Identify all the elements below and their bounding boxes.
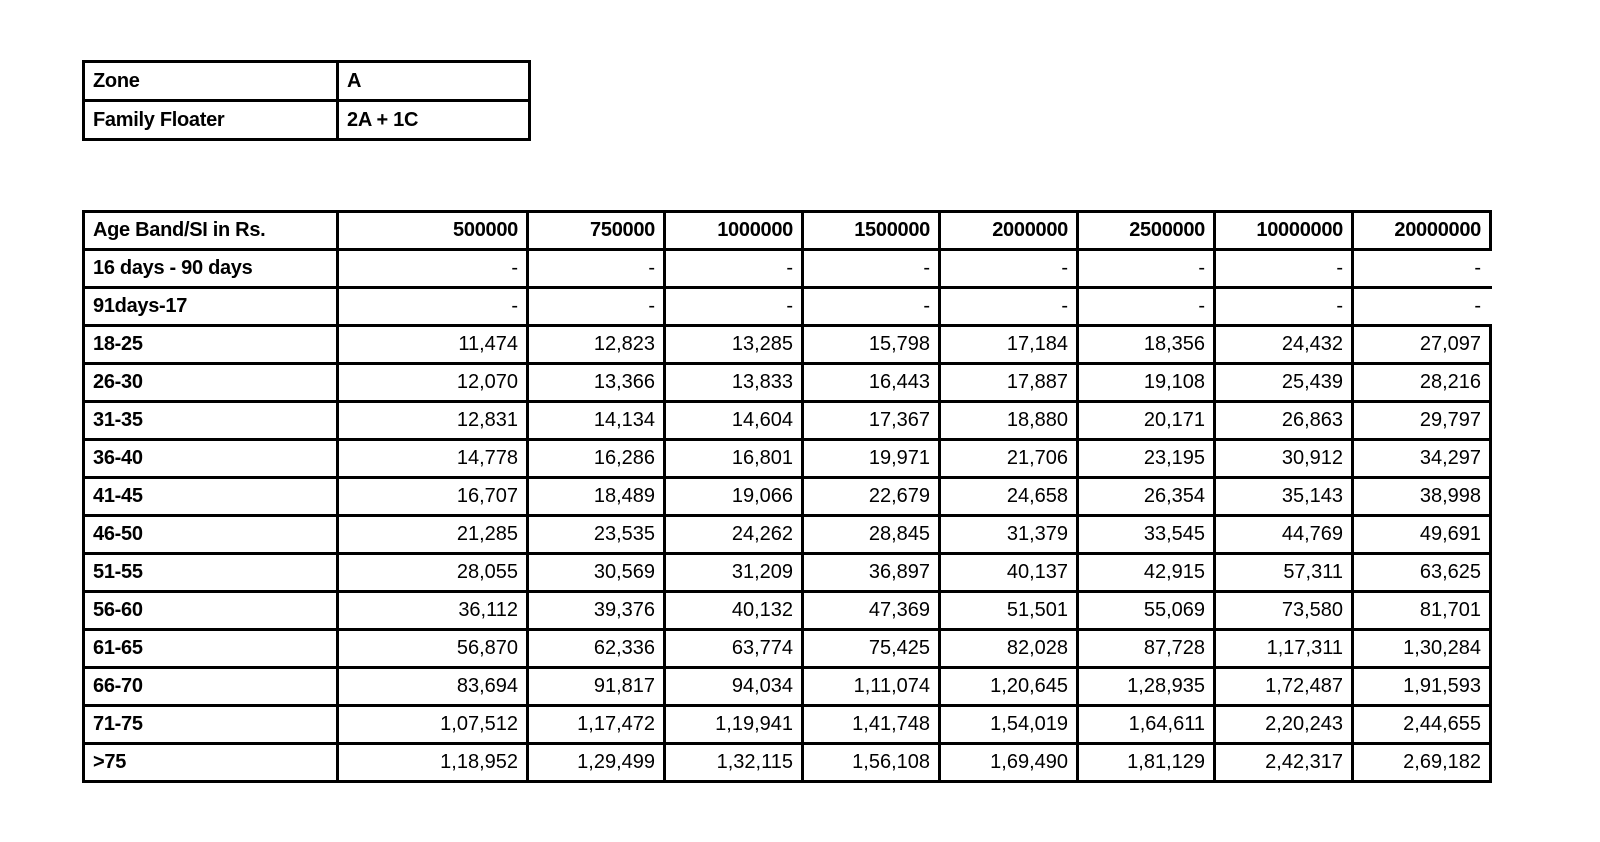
premium-cell: - [1215,250,1353,288]
age-band-cell: 16 days - 90 days [84,250,338,288]
premium-cell: - [1353,250,1491,288]
premium-cell: 27,097 [1353,326,1491,364]
premium-cell: 24,658 [940,478,1078,516]
premium-cell: 14,778 [338,440,528,478]
premium-cell: 1,56,108 [803,744,940,782]
header-si-1500000: 1500000 [803,212,940,250]
premium-cell: 62,336 [528,630,665,668]
age-band-cell: 61-65 [84,630,338,668]
premium-cell: 12,070 [338,364,528,402]
premium-cell: 2,69,182 [1353,744,1491,782]
premium-cell: 1,20,645 [940,668,1078,706]
premium-cell: 36,897 [803,554,940,592]
premium-cell: 25,439 [1215,364,1353,402]
premium-cell: 82,028 [940,630,1078,668]
age-band-cell: 41-45 [84,478,338,516]
premium-cell: 1,54,019 [940,706,1078,744]
premium-cell: 21,285 [338,516,528,554]
age-band-cell: 26-30 [84,364,338,402]
premium-cell: - [528,250,665,288]
premium-cell: - [1353,288,1491,326]
premium-cell: 1,19,941 [665,706,803,744]
header-si-500000: 500000 [338,212,528,250]
table-row [84,706,1491,744]
premium-cell: - [940,250,1078,288]
age-band-cell: 66-70 [84,668,338,706]
premium-cell: 1,32,115 [665,744,803,782]
premium-cell: 1,29,499 [528,744,665,782]
premium-cell: - [338,288,528,326]
premium-cell: 14,604 [665,402,803,440]
table-row [84,402,1491,440]
premium-cell: 1,11,074 [803,668,940,706]
premium-cell: - [665,250,803,288]
zone-row [84,62,530,101]
premium-cell: 57,311 [1215,554,1353,592]
premium-cell: 35,143 [1215,478,1353,516]
table-row [84,250,1491,288]
premium-cell: 1,69,490 [940,744,1078,782]
premium-cell: 18,880 [940,402,1078,440]
header-si-750000: 750000 [528,212,665,250]
table-row [84,440,1491,478]
premium-cell: 30,912 [1215,440,1353,478]
premium-cell: 21,706 [940,440,1078,478]
header-si-10000000: 10000000 [1215,212,1353,250]
premium-cell: 28,845 [803,516,940,554]
premium-cell: 40,137 [940,554,1078,592]
premium-cell: 1,28,935 [1078,668,1215,706]
premium-cell: 36,112 [338,592,528,630]
premium-cell: 44,769 [1215,516,1353,554]
premium-cell: 2,42,317 [1215,744,1353,782]
premium-cell: 63,774 [665,630,803,668]
premium-cell: 19,108 [1078,364,1215,402]
premium-cell: 1,17,311 [1215,630,1353,668]
premium-cell: 94,034 [665,668,803,706]
premium-cell: 20,171 [1078,402,1215,440]
premium-cell: 11,474 [338,326,528,364]
premium-cell: 33,545 [1078,516,1215,554]
zone-label: Zone [84,62,338,101]
premium-cell: 23,535 [528,516,665,554]
age-band-cell: 91days-17 [84,288,338,326]
premium-cell: 2,20,243 [1215,706,1353,744]
premium-cell: - [803,288,940,326]
header-si-1000000: 1000000 [665,212,803,250]
table-row [84,326,1491,364]
family-floater-value: 2A + 1C [338,101,530,140]
premium-cell: 18,489 [528,478,665,516]
premium-cell: 24,262 [665,516,803,554]
premium-cell: 14,134 [528,402,665,440]
zone-info-table [82,60,531,141]
premium-cell: 12,823 [528,326,665,364]
premium-cell: 40,132 [665,592,803,630]
table-header-row [84,212,1491,250]
header-age-band: Age Band/SI in Rs. [84,212,338,250]
premium-cell: 24,432 [1215,326,1353,364]
table-row [84,478,1491,516]
premium-cell: 12,831 [338,402,528,440]
premium-cell: 1,41,748 [803,706,940,744]
premium-cell: 38,998 [1353,478,1491,516]
premium-cell: 49,691 [1353,516,1491,554]
family-floater-row [84,101,530,140]
premium-cell: 47,369 [803,592,940,630]
premium-cell: 17,367 [803,402,940,440]
table-row [84,630,1491,668]
premium-cell: - [528,288,665,326]
premium-cell: 28,055 [338,554,528,592]
premium-cell: 23,195 [1078,440,1215,478]
premium-cell: 1,91,593 [1353,668,1491,706]
header-si-2500000: 2500000 [1078,212,1215,250]
premium-cell: 83,694 [338,668,528,706]
premium-cell: 55,069 [1078,592,1215,630]
premium-cell: 34,297 [1353,440,1491,478]
premium-cell: - [665,288,803,326]
zone-value: A [338,62,530,101]
age-band-cell: 71-75 [84,706,338,744]
table-row [84,288,1491,326]
premium-cell: 1,07,512 [338,706,528,744]
age-band-cell: 31-35 [84,402,338,440]
premium-cell: 30,569 [528,554,665,592]
age-band-cell: 46-50 [84,516,338,554]
premium-cell: 26,354 [1078,478,1215,516]
age-band-cell: 36-40 [84,440,338,478]
premium-cell: 91,817 [528,668,665,706]
premium-cell: 1,30,284 [1353,630,1491,668]
age-band-cell: 56-60 [84,592,338,630]
premium-cell: 29,797 [1353,402,1491,440]
premium-cell: 56,870 [338,630,528,668]
premium-cell: 51,501 [940,592,1078,630]
premium-cell: 31,209 [665,554,803,592]
premium-cell: - [1078,288,1215,326]
premium-cell: 1,18,952 [338,744,528,782]
premium-cell: 31,379 [940,516,1078,554]
premium-cell: 16,707 [338,478,528,516]
premium-cell: 1,64,611 [1078,706,1215,744]
table-row [84,592,1491,630]
premium-cell: 2,44,655 [1353,706,1491,744]
premium-cell: 39,376 [528,592,665,630]
premium-cell: 75,425 [803,630,940,668]
premium-cell: 16,286 [528,440,665,478]
premium-cell: 13,285 [665,326,803,364]
premium-cell: - [1215,288,1353,326]
premium-cell: 42,915 [1078,554,1215,592]
premium-cell: 73,580 [1215,592,1353,630]
premium-cell: - [338,250,528,288]
premium-cell: 17,887 [940,364,1078,402]
premium-cell: - [803,250,940,288]
premium-cell: 63,625 [1353,554,1491,592]
premium-cell: 16,801 [665,440,803,478]
premium-cell: 22,679 [803,478,940,516]
table-row [84,364,1491,402]
premium-cell: 15,798 [803,326,940,364]
premium-cell: - [1078,250,1215,288]
premium-cell: 19,971 [803,440,940,478]
premium-cell: 16,443 [803,364,940,402]
table-row [84,744,1491,782]
age-band-cell: 51-55 [84,554,338,592]
table-row [84,516,1491,554]
premium-cell: 17,184 [940,326,1078,364]
table-row [84,554,1491,592]
premium-cell: 13,833 [665,364,803,402]
age-band-cell: 18-25 [84,326,338,364]
premium-cell: 19,066 [665,478,803,516]
family-floater-label: Family Floater [84,101,338,140]
premium-cell: 1,72,487 [1215,668,1353,706]
premium-cell: 28,216 [1353,364,1491,402]
premium-cell: 13,366 [528,364,665,402]
premium-cell: 18,356 [1078,326,1215,364]
premium-cell: 81,701 [1353,592,1491,630]
premium-cell: 1,17,472 [528,706,665,744]
header-si-20000000: 20000000 [1353,212,1491,250]
header-si-2000000: 2000000 [940,212,1078,250]
premium-cell: 26,863 [1215,402,1353,440]
age-band-cell: >75 [84,744,338,782]
premium-cell: - [940,288,1078,326]
premium-rate-table [82,210,1492,783]
premium-cell: 1,81,129 [1078,744,1215,782]
table-row [84,668,1491,706]
premium-cell: 87,728 [1078,630,1215,668]
